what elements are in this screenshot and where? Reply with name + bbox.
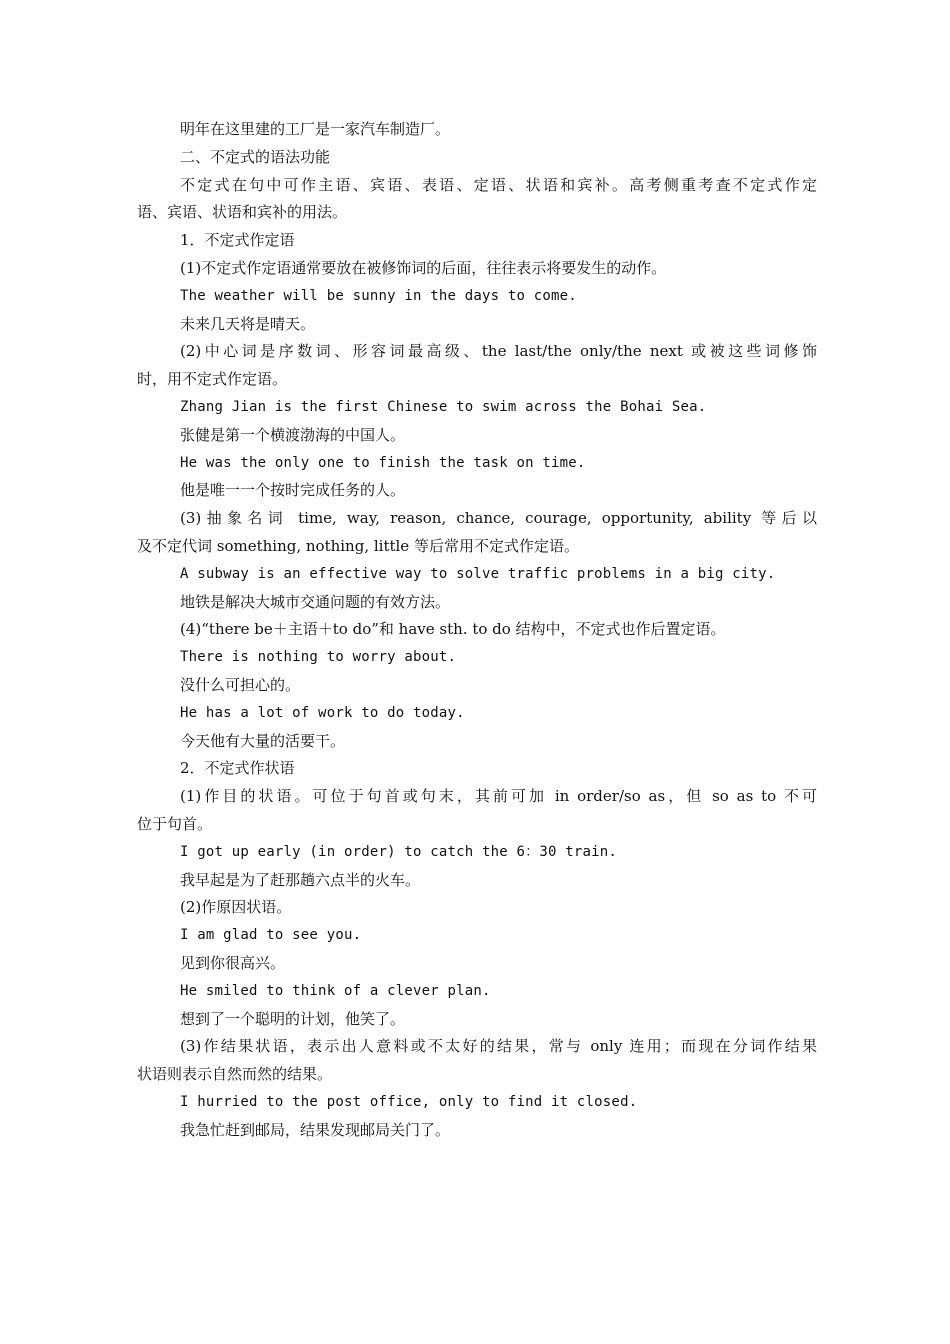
example-sentence: He smiled to think of a clever plan. [180, 982, 491, 999]
example-sentence: There is nothing to worry about. [180, 649, 457, 666]
translation-line: 今天他有大量的活要干。 [180, 731, 346, 750]
text-line: (1)作目的状语。可位于句首或句末，其前可加 in order/so as，但 so as to 不可 [180, 787, 817, 806]
translation-line: 我急忙赶到邮局，结果发现邮局关门了。 [180, 1120, 451, 1139]
text-line: 位于句首。 [137, 814, 213, 833]
text-line: 及不定代词 something, nothing, little 等后常用不定式作定语。 [137, 536, 579, 555]
text-line: (2)作原因状语。 [180, 898, 292, 917]
translation-line: 没什么可担心的。 [180, 675, 301, 694]
text-line: (3)抽象名词 time, way, reason, chance, courage, opportunity, ability 等后以 [180, 509, 817, 528]
text-line: 状语则表示自然而然的结果。 [137, 1065, 333, 1084]
section-heading: 二、不定式的语法功能 [180, 147, 331, 166]
text-line: 明年在这里建的工厂是一家汽车制造厂。 [180, 120, 451, 138]
example-sentence: I am glad to see you. [180, 927, 362, 944]
example-sentence: I hurried to the post office, only to find it closed. [180, 1093, 638, 1110]
text-line: 语、宾语、状语和宾补的用法。 [137, 203, 348, 222]
text-line: 时，用不定式作定语。 [137, 370, 288, 389]
text-line: (4)“there be＋主语＋to do”和 have sth. to do 结构中，不定式也作后置定语。 [180, 620, 726, 639]
translation-line: 未来几天将是晴天。 [180, 314, 316, 333]
example-sentence: The weather will be sunny in the days to come. [180, 287, 577, 304]
translation-line: 见到你很高兴。 [180, 953, 286, 972]
document-page [137, 116, 817, 1144]
example-sentence: I got up early (in order) to catch the 6：30 train. [180, 843, 618, 860]
subsection-heading: 2．不定式作状语 [180, 759, 295, 778]
translation-line: 我早起是为了赶那趟六点半的火车。 [180, 870, 421, 889]
example-sentence: He has a lot of work to do today. [180, 704, 465, 721]
example-sentence: Zhang Jian is the first Chinese to swim across the Bohai Sea. [180, 398, 707, 415]
translation-line: 地铁是解决大城市交通问题的有效方法。 [180, 592, 451, 611]
translation-line: 想到了一个聪明的计划，他笑了。 [180, 1009, 406, 1028]
text-line: (1)不定式作定语通常要放在被修饰词的后面，往往表示将要发生的动作。 [180, 258, 667, 277]
translation-line: 他是唯一一个按时完成任务的人。 [180, 481, 406, 500]
text-line: (2)中心词是序数词、形容词最高级、the last/the only/the next 或被这些词修饰 [180, 342, 817, 361]
text-line: 不定式在句中可作主语、宾语、表语、定语、状语和宾补。高考侧重考查不定式作定 [180, 175, 817, 194]
translation-line: 张健是第一个横渡渤海的中国人。 [180, 425, 406, 444]
example-sentence: He was the only one to finish the task on time. [180, 454, 586, 471]
example-sentence: A subway is an effective way to solve traffic problems in a big city. [180, 565, 776, 582]
text-line: (3)作结果状语，表示出人意料或不太好的结果，常与 only 连用；而现在分词作结果 [180, 1037, 817, 1056]
subsection-heading: 1．不定式作定语 [180, 231, 295, 250]
